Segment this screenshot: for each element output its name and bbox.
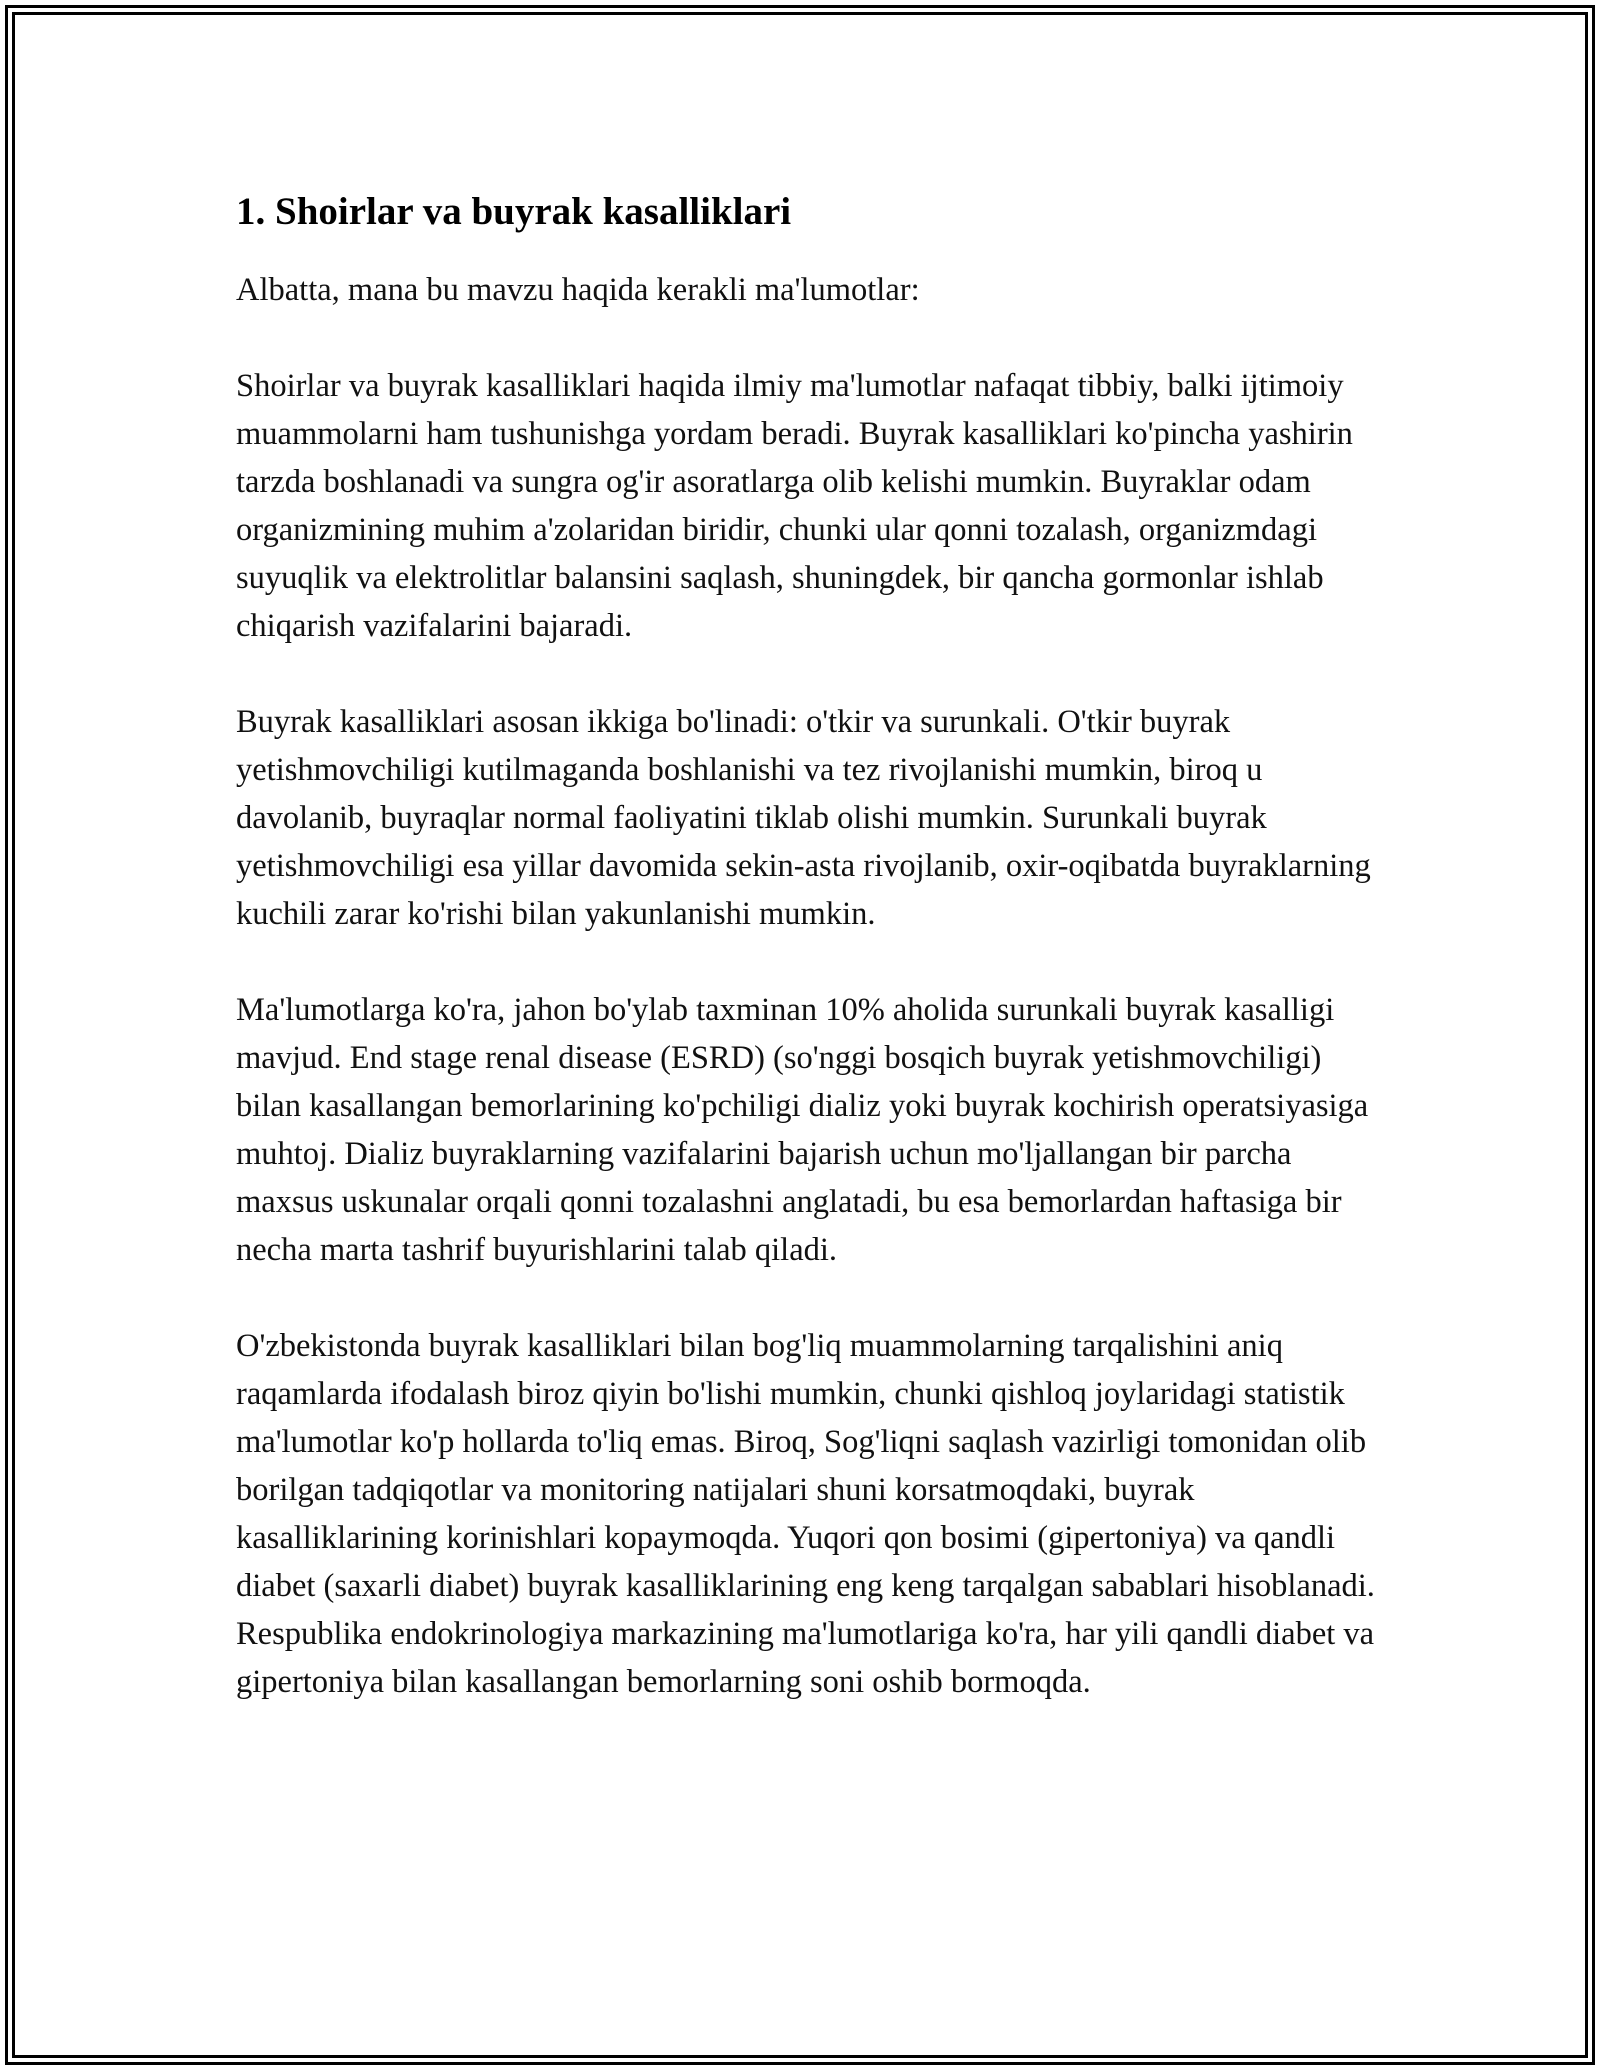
- document-body: [236, 184, 1386, 1754]
- intro-paragraph: Albatta, mana bu mavzu haqida kerakli ma'lumotlar:: [236, 272, 920, 308]
- section-heading: 1. Shoirlar va buyrak kasalliklari: [236, 190, 792, 233]
- paragraph-2: Buyrak kasalliklari asosan ikkiga bo'linadi: o'tkir va surunkali. O'tkir buyrak yetishmovchiligi kutilmaganda boshlanishi va tez rivojlanishi mumkin, biroq u davolanib, buyraqlar normal faoliyatini tiklab olishi mumkin. Surunkali buyrak yetishmovchiligi esa yillar davomida sekin-asta rivojlanib, oxir-oqibatda buyraklarning kuchili zarar ko'rishi bilan yakunlanishi mumkin.: [236, 704, 1371, 932]
- paragraph-1: Shoirlar va buyrak kasalliklari haqida ilmiy ma'lumotlar nafaqat tibbiy, balki ijtimoiy muammolarni ham tushunishga yordam beradi. Buyrak kasalliklari ko'pincha yashirin tarzda boshlanadi va sungra og'ir asoratlarga olib kelishi mumkin. Buyraklar odam organizmining muhim a'zolaridan biridir, chunki ular qonni tozalash, organizmdagi suyuqlik va elektrolitlar balansini saqlash, shuningdek, bir qancha gormonlar ishlab chiqarish vazifalarini bajaradi.: [236, 368, 1353, 644]
- paragraph-4: O'zbekistonda buyrak kasalliklari bilan bog'liq muammolarning tarqalishini aniq raqamlarda ifodalash biroz qiyin bo'lishi mumkin, chunki qishloq joylaridagi statistik ma'lumotlar ko'p hollarda to'liq emas. Biroq, Sog'liqni saqlash vazirligi tomonidan olib borilgan tadqiqotlar va monitoring natijalari shuni korsatmoqdaki, buyrak kasalliklarining korinishlari kopaymoqda. Yuqori qon bosimi (gipertoniya) va qandli diabet (saxarli diabet) buyrak kasalliklarining eng keng tarqalgan sabablari hisoblanadi. Respublika endokrinologiya markazining ma'lumotlariga ko'ra, har yili qandli diabet va gipertoniya bilan kasallangan bemorlarning soni oshib bormoqda.: [236, 1328, 1375, 1700]
- paragraph-3: Ma'lumotlarga ko'ra, jahon bo'ylab taxminan 10% aholida surunkali buyrak kasalligi mavjud. End stage renal disease (ESRD) (so'nggi bosqich buyrak yetishmovchiligi) bilan kasallangan bemorlarining ko'pchiligi dializ yoki buyrak kochirish operatsiyasiga muhtoj. Dializ buyraklarning vazifalarini bajarish uchun mo'ljallangan bir parcha maxsus uskunalar orqali qonni tozalashni anglatadi, bu esa bemorlardan haftasiga bir necha marta tashrif buyurishlarini talab qiladi.: [236, 992, 1369, 1268]
